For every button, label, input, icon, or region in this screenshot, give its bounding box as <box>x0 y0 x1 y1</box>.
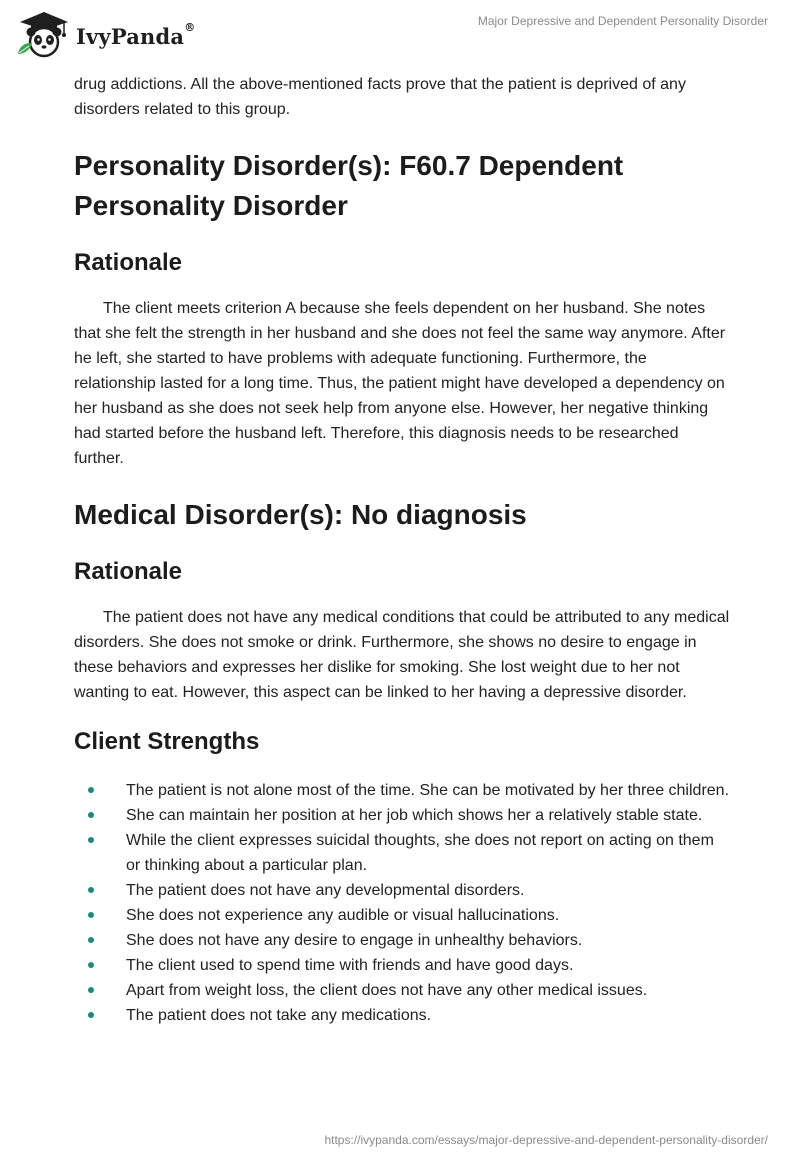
client-strengths-list <box>74 778 730 1028</box>
list-item <box>74 903 730 928</box>
list-item-text: She can maintain her position at her job which shows her a relatively stable state. <box>126 807 703 824</box>
document-running-title: Major Depressive and Dependent Personality Disorder <box>477 14 768 28</box>
bullet-icon <box>88 987 94 993</box>
list-item-text: The patient does not take any medications. <box>126 1007 432 1024</box>
list-item <box>74 828 730 878</box>
bullet-icon <box>88 887 94 893</box>
list-item <box>74 928 730 953</box>
list-item-text: The patient does not have any developmental disorders. <box>126 882 525 899</box>
bullet-icon <box>88 837 94 843</box>
bullet-icon <box>88 912 94 918</box>
list-item <box>74 778 730 803</box>
bullet-icon <box>88 812 94 818</box>
list-item-text: She does not have any desire to engage in unhealthy behaviors. <box>126 932 583 949</box>
page-header <box>0 0 800 70</box>
personality-rationale-heading: Rationale <box>74 249 183 276</box>
list-item-text: She does not experience any audible or visual hallucinations. <box>126 907 560 924</box>
essay-content <box>74 70 730 1028</box>
list-item-text: The patient is not alone most of the time. She can be motivated by her three children. <box>126 782 730 799</box>
personality-rationale-text: The client meets criterion A because she feels dependent on her husband. She notes that she felt the strength in her husband and she does not feel the same way anymore. After he left, she started to have problems with adequate functioning. Furthermore, the relationship lasted for a long time. Thus, the patient might have developed a dependency on her husband as she does not seek help from anyone else. However, her negative thinking had started before the husband left. Therefore, this diagnosis needs to be researched further. <box>74 300 726 467</box>
list-item <box>74 953 730 978</box>
bullet-icon <box>88 1012 94 1018</box>
medical-rationale-text: The patient does not have any medical conditions that could be attributed to any medical disorders. She does not smoke or drink. Furthermore, she shows no desire to engage in these behaviors and expresses her dislike for smoking. She lost weight due to her not wanting to eat. However, this aspect can be linked to her having a depressive disorder. <box>74 609 730 701</box>
ivypanda-logo[interactable] <box>14 8 195 60</box>
medical-rationale-heading: Rationale <box>74 558 183 585</box>
brand-text: IvyPanda <box>76 23 185 49</box>
list-item-text: Apart from weight loss, the client does not have any other medical issues. <box>126 982 648 999</box>
client-strengths-heading: Client Strengths <box>74 728 260 755</box>
list-item-text: While the client expresses suicidal thoughts, she does not report on acting on them or thinking about a particular plan. <box>126 832 714 874</box>
bullet-icon <box>88 787 94 793</box>
bullet-icon <box>88 937 94 943</box>
list-item <box>74 978 730 1003</box>
medical-disorder-heading: Medical Disorder(s): No diagnosis <box>74 499 527 530</box>
source-url-link[interactable]: https://ivypanda.com/essays/major-depressive-and-dependent-personality-disorder/ <box>324 1133 768 1147</box>
list-item <box>74 878 730 903</box>
panda-graduate-icon <box>14 8 70 60</box>
personality-disorder-heading: Personality Disorder(s): F60.7 Dependent Personality Disorder <box>74 150 624 221</box>
list-item <box>74 803 730 828</box>
intro-paragraph: drug addictions. All the above-mentioned facts prove that the patient is deprived of any disorders related to this group. <box>74 76 686 118</box>
list-item-text: The client used to spend time with friends and have good days. <box>126 957 574 974</box>
list-item <box>74 1003 730 1028</box>
brand-name <box>76 20 196 49</box>
registered-mark: ® <box>184 20 196 34</box>
bullet-icon <box>88 962 94 968</box>
